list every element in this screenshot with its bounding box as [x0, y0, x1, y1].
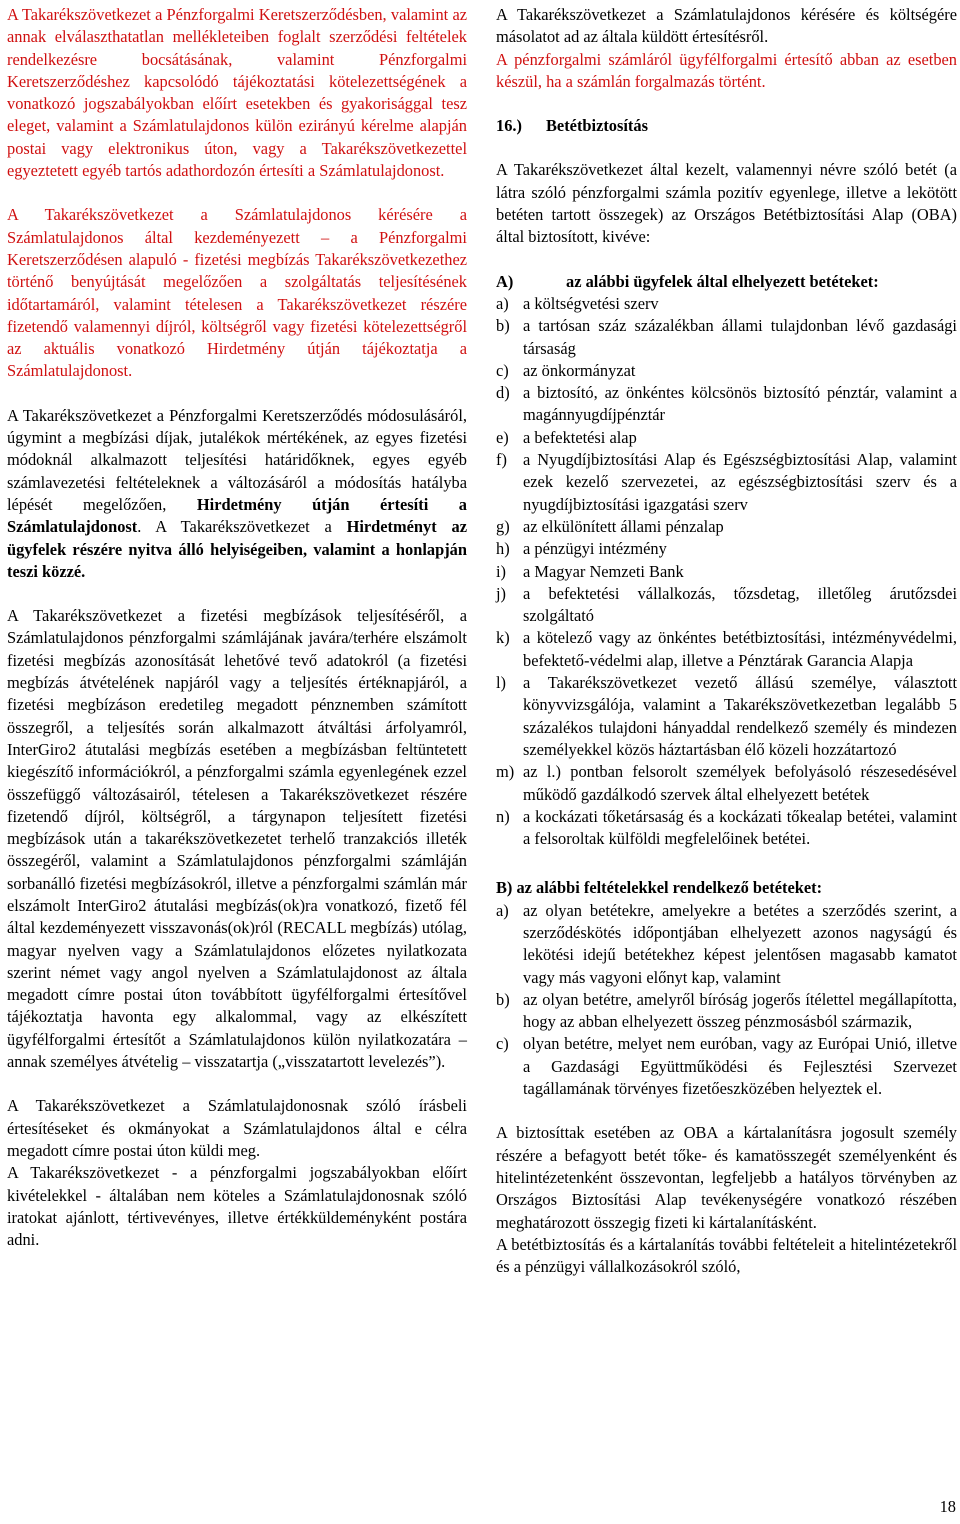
list-item: [496, 516, 957, 538]
list-item-marker: h): [496, 539, 510, 559]
list-item-marker: a): [496, 900, 509, 920]
list-item-text: olyan betétre, melyet nem euróban, vagy az Európai Unió, illetve a Gazdasági Együttműködési és Fejlesztési Szervezet tagállamának törvényes fizetőeszközében helyeztek el.: [523, 1034, 957, 1099]
subsection-b-title: B) az alábbi feltételekkel rendelkező betéteket:: [496, 878, 823, 898]
section-heading: [496, 115, 957, 137]
list-item-marker: l): [496, 673, 507, 693]
list-item-text: a kötelező vagy az önkéntes betétbiztosítási, intézményvédelmi, befektető-védelmi alap, illetve a Pénztárak Garancia Alapja: [523, 628, 957, 670]
list-item: [496, 627, 957, 672]
list-item: [496, 315, 957, 360]
list-item: [496, 1033, 957, 1100]
right-column: [496, 4, 957, 1278]
list-item: [496, 382, 957, 427]
exception-list-b: [496, 900, 957, 1101]
list-item: [496, 672, 957, 761]
list-item: [496, 761, 957, 806]
list-item-text: a Takarékszövetkezet vezető állású személye, választott könyvvizsgálója, valamint a Takarékszövetkezetban legalább 5 százalékos tulajdoni hányaddal rendelkező személy és mindezen személyekkel közös háztartásban élő közeli hozzátartozó: [523, 673, 957, 759]
list-item-text: a biztosító, az önkéntes kölcsönös biztosító pénztár, valamint a magánnyugdíjpénztár: [523, 383, 957, 425]
list-item: [496, 449, 957, 516]
section-number: 16.): [496, 116, 522, 136]
list-item-text: az önkormányzat: [523, 360, 636, 380]
list-item-marker: f): [496, 450, 507, 470]
subsection-a-title: az alábbi ügyfelek által elhelyezett betéteket:: [566, 271, 879, 291]
paragraph-contract-modification: [7, 405, 467, 583]
page-number: 18: [939, 1497, 956, 1516]
list-item-marker: b): [496, 989, 510, 1009]
list-item-text: az l.) pontban felsorolt személyek befolyásoló részesedésével működő gazdálkodó szervek által elhelyezett betétek: [523, 762, 957, 804]
list-item-text: a befektetési vállalkozás, tőzsdetag, illetőleg árutőzsdei szolgáltató: [523, 583, 957, 626]
list-item-marker: c): [496, 360, 509, 380]
paragraph-registered-mail: A Takarékszövetkezet - a pénzforgalmi jogszabályokban előírt kivételekkel - általában nem köteles a Számlatulajdonosnak szóló iratokat ajánlott, tértivevényes, illetve értékküldeményként postára adni.: [7, 1163, 467, 1250]
bold-run: Hirdetmény útján értesíti a Számlatulajdonost: [7, 494, 467, 537]
list-item-text: az elkülönített állami pénzalap: [523, 516, 724, 536]
list-item-marker: j): [496, 583, 507, 603]
list-item-marker: a): [496, 293, 509, 313]
exception-list-a: [496, 293, 957, 850]
list-item: [496, 293, 957, 315]
list-item: [496, 583, 957, 628]
paragraph-statement-info: A Takarékszövetkezet a fizetési megbízások teljesítéséről, a Számlatulajdonos pénzforgalmi számlájának javára/terhére elszámolt fizetési megbízás azonosítását lehetővé tevő adatokról (a fizetési megbízás átvételének napjáról vagy a teljesítés értéknapjáról, a fizetési megbízáson eredetileg megadott pénznemben számított összegről, a teljesítés során alkalmazott átváltási árfolyamról, InterGiro2 átutalási megbízás esetében a megbízásban feltüntetett kiegészítő információkról, a pénzforgalmi számla egyenlegének ezzel összefüggő változásairól, tételesen a Takarékszövetkezet részére fizetendő díjról, költségről, a tárgynapon teljesített fizetési megbízások után a takarékszövetkezetet terhelő tranzakciós illeték összegéről, valamint a Számlatulajdonos pénzforgalmi számláján sorbanálló fizetési megbízásokról, illetve a pénzforgalmi számlán már elszámolt InterGiro2 átutalási megbízás(ok)ra vonatkozó, fizető fél által kezdeményezett visszavonás(ok)ról (RECALL megbízás) utólag, magyar nyelven vagy a Számlatulajdonos előzetes nyilatkozata szerint német vagy angol nyelven a Számlatulajdonost az általa megadott címre postai úton továbbított ügyfélforgalmi értesítővel tájékoztatja havonta egy alkalommal, vagy az elkészített ügyfélforgalmi értesítőt a Számlatulajdonos külön nyilatkozatára – annak személyes átvételig – visszatartja („visszatartott levelezés”).: [7, 606, 467, 1072]
list-item-text: a költségvetési szerv: [523, 293, 659, 313]
list-item-marker: c): [496, 1034, 509, 1054]
list-item-text: az olyan betétre, amelyről bíróság jogerős ítélettel megállapította, hogy az abban elhelyezett összeg pénzmosásból származik,: [523, 989, 957, 1032]
left-column: [7, 4, 467, 1251]
list-item-marker: i): [496, 561, 507, 581]
list-item-marker: n): [496, 806, 510, 826]
paragraph-deposit-insurance: A Takarékszövetkezet által kezelt, valamennyi névre szóló betét (a látra szóló pénzforgalmi számla pozitív egyenlege, illetve a lekötött betéten tartott összegek) az Országos Betétbiztosítási Alap (OBA) által biztosított, kivéve:: [496, 160, 957, 247]
list-item-text: a kockázati tőketársaság és a kockázati tőkealap betétei, valamint a felsoroltak külföldi megfelelőinek betétei.: [523, 806, 957, 849]
list-item-marker: e): [496, 427, 509, 447]
list-item-text: az olyan betétekre, amelyekre a betétes a szerződés szerint, a szerződéskötés időpontjában elhelyezett azonos nagyságú és lekötési idejű betétekhez képest jelentősen magasabb kamatot vagy más vagyoni előnyt kap, valamint: [523, 900, 957, 987]
list-item-marker: k): [496, 628, 510, 648]
list-item: [496, 806, 957, 851]
list-item-text: a tartósan száz százalékban állami tulajdonban lévő gazdasági társaság: [523, 316, 957, 358]
subsection-a-mark: A): [496, 271, 514, 291]
list-item-text: a pénzügyi intézmény: [523, 539, 667, 559]
list-item: [496, 900, 957, 989]
paragraph-copy-request: A Takarékszövetkezet a Számlatulajdonos kérésére és költségére másolatot ad az általa küldött értesítésről.: [496, 5, 957, 47]
list-item: [496, 538, 957, 560]
list-item: [496, 989, 957, 1034]
list-item: [496, 561, 957, 583]
list-item-marker: d): [496, 383, 510, 403]
text-run: . A Takarékszövetkezet a: [137, 517, 332, 537]
list-item-text: a Magyar Nemzeti Bank: [523, 561, 684, 581]
section-title: Betétbiztosítás: [546, 116, 648, 136]
bold-run: Hirdetményt az ügyfelek részére nyitva álló helyiségeiben, valamint a honlapján teszi közzé.: [7, 517, 467, 581]
paragraph-contract-info: A Takarékszövetkezet a Pénzforgalmi Keretszerződésben, valamint az annak elválaszthatatlan mellékleteiben foglalt szerződési feltételek rendelkezésre bocsátásának, valamint Pénzforgalmi Keretszerződéshez kapcsolódó tájékoztatási kötelezettségének a vonatkozó jogszabályokban előírt esetekben és gyakorisággal tesz eleget, valamint a Számlatulajdonos külön ezirányú kérelme alapján postai vagy elektronikus úton, vagy a Takarékszövetkezettel egyeztetett egyéb tartós adathordozón értesíti a Számlatulajdonost.: [7, 5, 467, 181]
list-item-text: a Nyugdíjbiztosítási Alap és Egészségbiztosítási Alap, valamint ezek kezelő szervezetei, az egészségbiztosítási szerv és a nyugdíjbiztosítási igazgatási szerv: [523, 450, 957, 514]
list-item-marker: b): [496, 316, 510, 336]
list-item-marker: g): [496, 516, 510, 536]
list-item-marker: m): [496, 762, 515, 782]
paragraph-compensation: A biztosíttak esetében az OBA a kártalanításra jogosult személy részére a befagyott betét tőke- és kamatösszegét személyenként és hitelintézetenként összevontan, legfeljebb a hatályos törvényben az Országos Biztosítási Alap tevékenységére vonatkozó részében meghatározott összegig fizeti ki kártalanításként.: [496, 1123, 957, 1232]
paragraph-postal-notices: A Takarékszövetkezet a Számlatulajdonosnak szóló írásbeli értesítéseket és okmányokat a Számlatulajdonos által e célra megadott címre postai úton küldi meg.: [7, 1096, 467, 1160]
list-item-text: a befektetési alap: [523, 427, 637, 447]
list-item: [496, 427, 957, 449]
list-item: [496, 360, 957, 382]
subsection-a-heading: [496, 271, 957, 293]
subsection-b-heading: [496, 877, 957, 899]
text-run: A Takarékszövetkezet a Pénzforgalmi Keretszerződés módosulásáról, úgymint a megbízási díjak, jutalékok mértékének, az egyes fizetési módoknál alkalmazott teljesítési határidőknek, egyes egyéb számlavezetési feltételeknek a változásáról a módosítás hatályba lépését megelőzően,: [7, 405, 467, 514]
paragraph-further-conditions: A betétbiztosítás és a kártalanítás további feltételeit a hitelintézetekről és a pénzügyi vállalkozásokról szóló,: [496, 1234, 957, 1277]
paragraph-statement-condition: A pénzforgalmi számláról ügyfélforgalmi értesítő abban az esetben készül, ha a számlán forgalmazás történt.: [496, 49, 957, 91]
paragraph-fee-info: A Takarékszövetkezet a Számlatulajdonos kérésére a Számlatulajdonos által kezdeményezett – a Pénzforgalmi Keretszerződésen alapuló - fizetési megbízás Takarékszövetkezethez történő benyújtását megelőzően a szolgáltatás teljesítésének időtartamáról, valamint tételesen a Takarékszövetkezet részére fizetendő valamennyi díjról, költségről vagy fizetési kötelezettségről az aktuális vonatkozó Hirdetmény útján tájékoztatja a Számlatulajdonost.: [7, 205, 467, 381]
